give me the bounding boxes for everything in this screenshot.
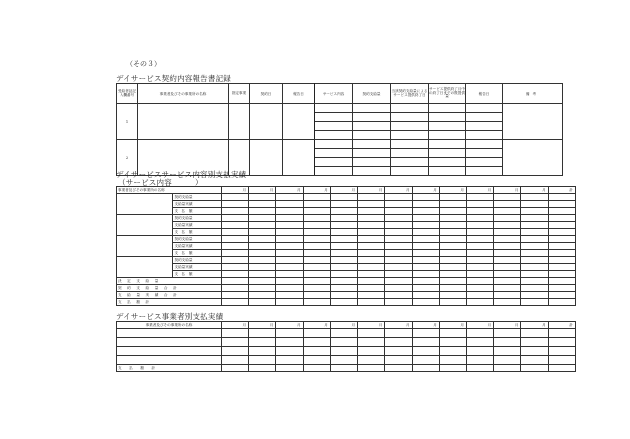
sub-label: 支給量実績	[173, 201, 221, 208]
month-header: 月	[494, 187, 521, 194]
month-header: 月	[221, 187, 248, 194]
page-label: （その３）	[126, 60, 161, 68]
month-header: 月	[412, 187, 439, 194]
header-report-date: 報告日	[283, 84, 315, 104]
table-row	[117, 338, 576, 347]
header-report-date-2: 報告日	[466, 84, 503, 104]
table-row	[117, 365, 576, 372]
sub-label: 支給量実績	[173, 264, 221, 271]
month-header: 月	[358, 187, 385, 194]
header-provider-name: 事業者及びその事業所の名称	[117, 322, 222, 329]
provider-table-header	[117, 322, 576, 329]
table-row	[117, 236, 576, 243]
table-row	[117, 250, 576, 257]
month-header: 月	[467, 322, 494, 329]
service-payment-table	[116, 186, 576, 306]
header-contract-amount: 契約支給量	[353, 84, 391, 104]
service-table-header	[117, 187, 576, 194]
table-row	[117, 243, 576, 250]
sub-label: 契約支給量	[173, 194, 221, 201]
month-header: 月	[494, 322, 521, 329]
month-header: 月	[249, 322, 276, 329]
table-row	[117, 278, 576, 285]
month-header: 月	[521, 322, 548, 329]
table-row	[117, 201, 576, 208]
header-remarks: 備考	[503, 84, 563, 104]
total-header: 計	[548, 187, 575, 194]
sub-label: 支 払 額	[173, 208, 221, 215]
month-header: 月	[221, 322, 248, 329]
month-header: 月	[303, 187, 330, 194]
total-header: 計	[548, 322, 575, 329]
month-header: 月	[249, 187, 276, 194]
section2-title: デイサービスサービス内容別支払実績	[116, 170, 247, 179]
month-header: 月	[276, 187, 303, 194]
footer-label: 決 定 支 給 量	[117, 278, 222, 285]
header-end-date: 当該契約支給量によるサービス提供終了日	[391, 84, 429, 104]
header-designated: 指定事業	[229, 84, 250, 104]
month-header: 月	[439, 322, 466, 329]
section2-subtitle: （サービス内容 ）	[118, 178, 203, 187]
month-header: 月	[467, 187, 494, 194]
table-row	[117, 271, 576, 278]
header-provided-amount: サービス提供終了月中の終了日までの既提供量	[429, 84, 466, 104]
month-header: 月	[303, 322, 330, 329]
month-header: 月	[276, 322, 303, 329]
table-row	[117, 292, 576, 299]
header-provider-name: 事業者及びその事業所の名称	[138, 84, 229, 104]
contract-report-table	[116, 83, 563, 176]
footer-label: 支 払 額 計	[117, 365, 222, 372]
month-header: 月	[385, 187, 412, 194]
month-header: 月	[330, 322, 357, 329]
month-header: 月	[358, 322, 385, 329]
table-row	[117, 329, 576, 338]
sub-label: 支給量実績	[173, 243, 221, 250]
footer-label: 支 払 額 計	[117, 299, 222, 306]
month-header: 月	[521, 187, 548, 194]
table-row	[117, 140, 563, 149]
table-row	[117, 194, 576, 201]
table-row	[117, 257, 576, 264]
contract-table-header	[117, 84, 563, 104]
table-row	[117, 229, 576, 236]
table-row	[117, 222, 576, 229]
table-row	[117, 215, 576, 222]
sub-label: 契約支給量	[173, 236, 221, 243]
table-row	[117, 356, 576, 365]
section1-title: デイサービス契約内容報告書記録	[116, 74, 231, 83]
sub-label: 支 払 額	[173, 229, 221, 236]
table-row	[117, 299, 576, 306]
month-header: 月	[439, 187, 466, 194]
row-number: 2	[117, 140, 138, 176]
sub-label: 支給量実績	[173, 222, 221, 229]
sub-label: 契約支給量	[173, 257, 221, 264]
provider-payment-table	[116, 321, 576, 372]
table-row	[117, 347, 576, 356]
month-header: 月	[412, 322, 439, 329]
sub-label: 支 払 額	[173, 271, 221, 278]
row-number: 1	[117, 104, 138, 140]
header-service-content: サービス内容	[315, 84, 353, 104]
table-row	[117, 285, 576, 292]
table-row	[117, 104, 563, 113]
sub-label: 支 払 額	[173, 250, 221, 257]
month-header: 月	[385, 322, 412, 329]
header-provider-name: 事業者及びその事業所の名称	[117, 187, 222, 194]
month-header: 月	[330, 187, 357, 194]
sub-label: 契約支給量	[173, 215, 221, 222]
footer-label: 支 給 量 実 績 合 計	[117, 292, 222, 299]
footer-label: 契 約 支 給 量 合 計	[117, 285, 222, 292]
header-recipient-number: 受給者証記入欄番号	[117, 84, 138, 104]
table-row	[117, 264, 576, 271]
header-contract-date: 契約日	[250, 84, 283, 104]
section3-title: デイサービス事業者別支払実績	[116, 312, 224, 321]
table-row	[117, 208, 576, 215]
